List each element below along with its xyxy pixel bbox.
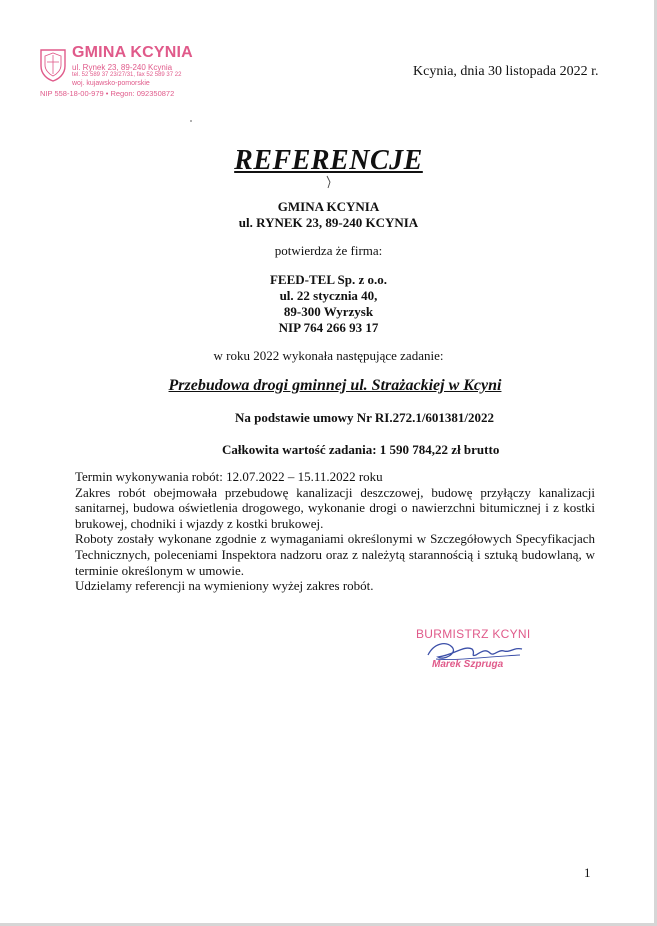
total-value: Całkowita wartość zadania: 1 590 784,22 zł brutto — [222, 442, 500, 457]
stamp-region: woj. kujawsko-pomorskie — [72, 80, 150, 87]
signature-stamp — [416, 627, 556, 677]
issuer-address: ul. RYNEK 23, 89-240 KCYNIA — [238, 215, 419, 230]
work-compliance: Roboty zostały wykonane zgodnie z wymaganiami określonymi w Szczegółowych Specyfikacjach Technicznych, poleceniami Inspektora nadzoru oraz z należytą starannością i sztuką budowlaną, w terminie określonym w umowie. — [75, 531, 595, 578]
stamp-phones: tel. 52 589 37 23/27/31, fax 52 589 37 22 — [72, 72, 182, 78]
municipal-stamp — [38, 44, 198, 104]
signatory-name: Marek Szpruga — [432, 659, 504, 670]
page-number: 1 — [584, 865, 591, 880]
body-text — [75, 469, 595, 594]
stamp-address: ul. Rynek 23, 89-240 Kcynia — [72, 63, 173, 72]
pen-mark-icon — [325, 175, 335, 189]
work-scope: Zakres robót obejmowała przebudowę kanalizacji deszczowej, budowę przyłączy kanalizacji sanitarnej, budowa oświetlenia drogowego, wykonanie drogi o nawierzchni bitumicznej i z kostki brukowej, chodniki i wjazdy z kostki brukowej. — [75, 484, 595, 531]
stamp-ids: NIP 558-18-00-979 • Regon: 092350872 — [40, 89, 175, 98]
firm-nip: NIP 764 266 93 17 — [278, 320, 379, 335]
contract-reference: Na podstawie umowy Nr RI.272.1/601381/2022 — [235, 410, 495, 425]
coat-of-arms-icon — [39, 48, 67, 82]
firm-street: ul. 22 stycznia 40, — [279, 288, 378, 303]
document-date: Kcynia, dnia 30 listopada 2022 r. — [413, 64, 599, 79]
speck — [190, 120, 192, 122]
work-period: Termin wykonywania robót: 12.07.2022 – 15.11.2022 roku — [75, 469, 383, 484]
confirm-text: potwierdza że firma: — [274, 243, 383, 258]
signatory-title: BURMISTRZ KCYNI — [416, 627, 531, 641]
issuer-name: GMINA KCYNIA — [277, 199, 380, 214]
firm-city: 89-300 Wyrzysk — [283, 304, 374, 319]
firm-block — [0, 272, 657, 336]
document-title: REFERENCJE — [234, 145, 423, 176]
firm-name: FEED-TEL Sp. z o.o. — [269, 272, 388, 287]
task-name: Przebudowa drogi gminnej ul. Strażackiej w Kcyni — [168, 377, 502, 394]
task-intro: w roku 2022 wykonała następujące zadanie: — [213, 348, 444, 363]
reference-statement: Udzielamy referencji na wymieniony wyżej zakres robót. — [75, 578, 374, 594]
stamp-name: GMINA KCYNIA — [72, 44, 193, 61]
